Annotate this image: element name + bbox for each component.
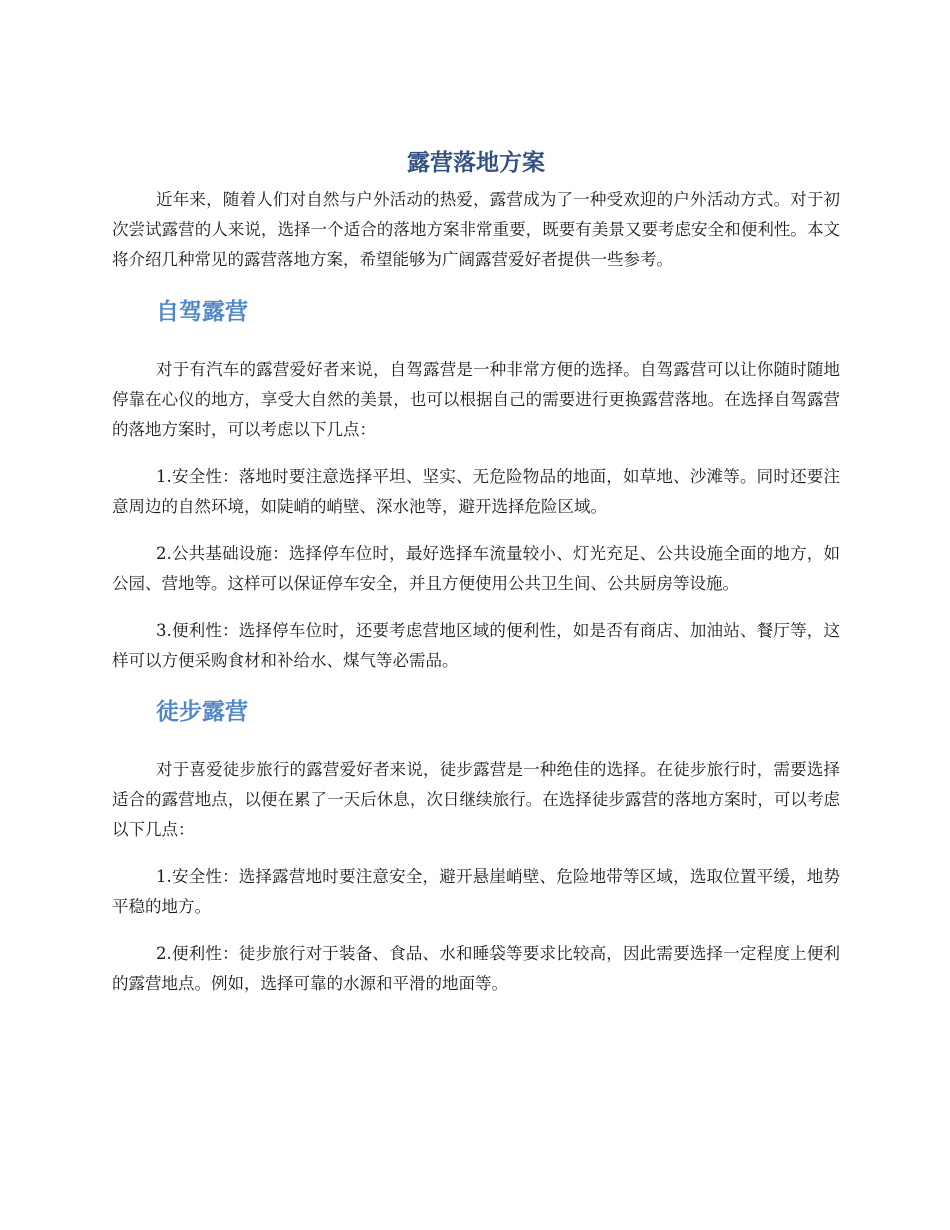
self-drive-point-safety: 1.安全性：落地时要注意选择平坦、坚实、无危险物品的地面，如草地、沙滩等。同时还要注意周边的自然环境，如陡峭的峭壁、深水池等，避开选择危险区域。 xyxy=(112,467,840,516)
intro-paragraph: 近年来，随着人们对自然与户外活动的热爱，露营成为了一种受欢迎的户外活动方式。对于初次尝试露营的人来说，选择一个适合的落地方案非常重要，既要有美景又要考虑安全和便利性。本文将介绍几种常见的露营落地方案，希望能够为广阔露营爱好者提供一些参考。 xyxy=(112,190,840,269)
section-heading-hiking: 徒步露营 xyxy=(156,699,248,725)
self-drive-point-facilities: 2.公共基础设施：选择停车位时，最好选择车流量较小、灯光充足、公共设施全面的地方，如公园、营地等。这样可以保证停车安全，并且方便使用公共卫生间、公共厨房等设施。 xyxy=(112,544,840,593)
hiking-intro-paragraph: 对于喜爱徒步旅行的露营爱好者来说，徒步露营是一种绝佳的选择。在徒步旅行时，需要选择适合的露营地点，以便在累了一天后休息，次日继续旅行。在选择徒步露营的落地方案时，可以考虑以下几点： xyxy=(112,760,840,839)
document-title: 露营落地方案 xyxy=(407,150,545,176)
self-drive-point-convenience: 3.便利性：选择停车位时，还要考虑营地区域的便利性，如是否有商店、加油站、餐厅等，这样可以方便采购食材和补给水、煤气等必需品。 xyxy=(112,621,840,670)
hiking-point-convenience: 2.便利性：徒步旅行对于装备、食品、水和睡袋等要求比较高，因此需要选择一定程度上便利的露营地点。例如，选择可靠的水源和平滑的地面等。 xyxy=(112,944,840,993)
document-body xyxy=(112,146,840,999)
section-heading-self-drive: 自驾露营 xyxy=(156,299,248,325)
self-drive-intro-paragraph: 对于有汽车的露营爱好者来说，自驾露营是一种非常方便的选择。自驾露营可以让你随时随地停靠在心仪的地方，享受大自然的美景，也可以根据自己的需要进行更换露营落地。在选择自驾露营的落地方案时，可以考虑以下几点： xyxy=(112,360,840,439)
hiking-point-safety: 1.安全性：选择露营地时要注意安全，避开悬崖峭壁、危险地带等区域，选取位置平缓，地势平稳的地方。 xyxy=(112,867,840,916)
